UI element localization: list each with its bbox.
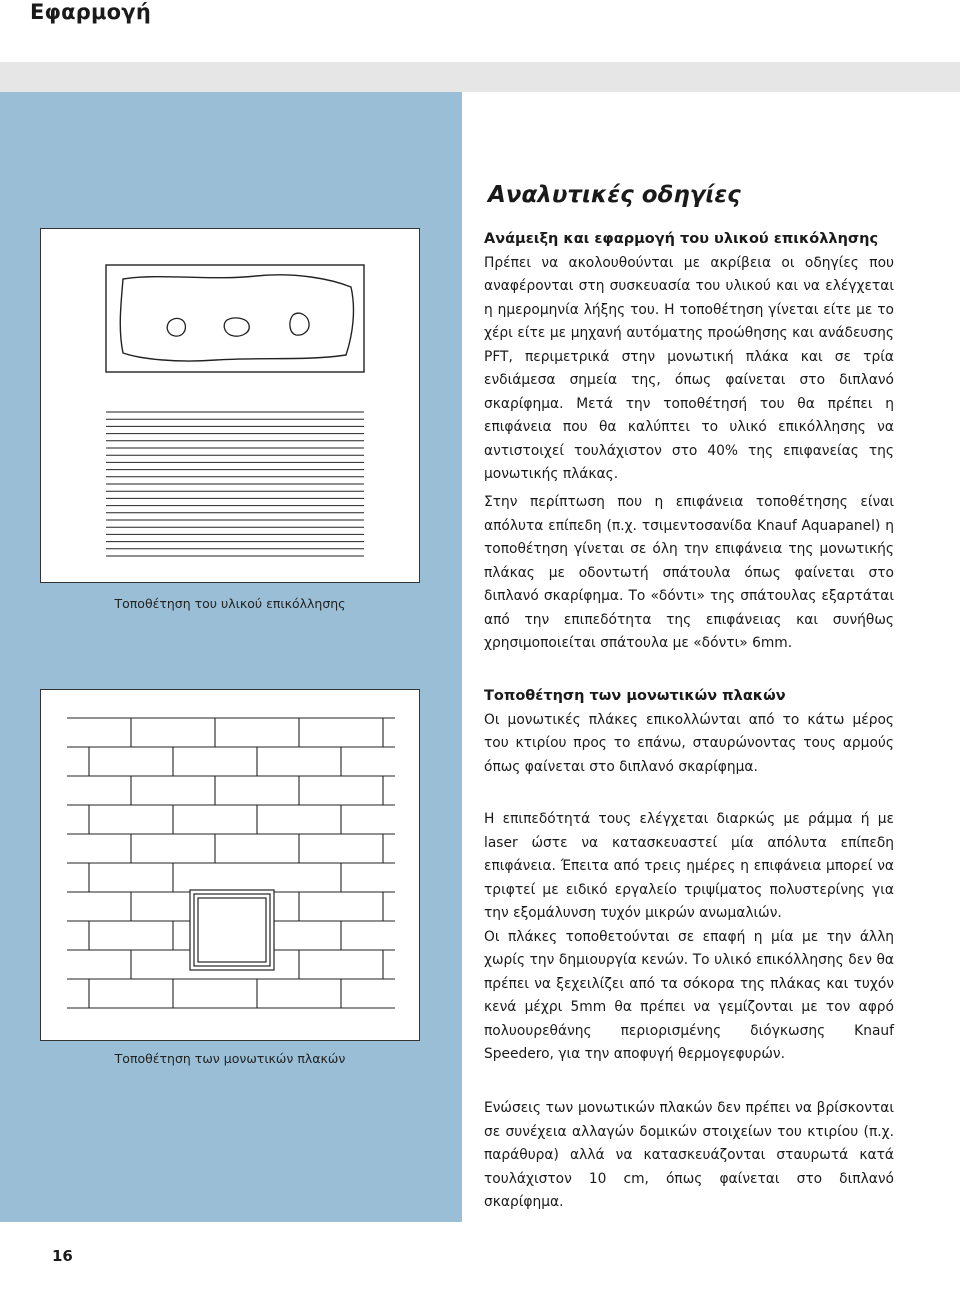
board-layout-figure (40, 689, 420, 1041)
adhesive-sketch (41, 229, 421, 584)
gaps-text: Οι πλάκες τοποθετούνται σε επαφή η μία με την άλλη χωρίς την δημιουργία κενών. Το υλικό επικόλλησης δεν θα πρέπει να ξεχειλίζει από τα σόκορα της πλάκας και τυχόν κενά μέχρι 5mm θα πρέπει να γεμίζονται με τον αφρό πολυουρεθάνης περιορισμένης διόγκωσης Knauf Speedero, για την αποφυγή θερμογεφυρών. (484, 928, 894, 1062)
header-title: Εφαρμογή (30, 0, 151, 24)
figure-2-caption: Τοποθέτηση των μονωτικών πλακών (114, 1051, 346, 1066)
page-number: 16 (52, 1247, 73, 1265)
adhesive-placement-figure (40, 228, 420, 583)
mixing-application-heading: Ανάμειξη και εφαρμογή του υλικού επικόλλησης (484, 231, 879, 247)
board-placement-heading: Τοποθέτηση των μονωτικών πλακών (484, 688, 786, 704)
window-opening (190, 890, 274, 970)
mixing-application-text: Πρέπει να ακολουθούνται με ακρίβεια οι οδηγίες που αναφέρονται στη συσκευασία του υλικού και να ελέγχεται η ημερομηνία λήξης του. Η τοποθέτηση γίνεται είτε με το χέρι είτε με μηχανή αυτόματης προώθησης και ανάδευσης PFT, περιμετρικά στην μονωτική πλάκα και σε τρία ενδιάμεσα σημεία της, όπως φαίνεται στο διπλανό σκαρίφημα. Μετά την τοποθέτησή του θα πρέπει η επιφάνεια που θα καλύπτει το υλικό επικόλλησης να αντιστοιχεί τουλάχιστον στο 40% της επιφανείας της μονωτικής πλάκας. (484, 254, 894, 482)
board-layout-sketch (41, 690, 421, 1042)
section-title: Αναλυτικές οδηγίες (488, 182, 741, 208)
adhesive-dab-1 (167, 318, 185, 336)
trowel-comb-lines (106, 412, 364, 556)
board-placement-text: Οι μονωτικές πλάκες επικολλώνται από το κάτω μέρος του κτιρίου προς το επάνω, σταυρώνοντας τους αρμούς όπως φαίνεται στο διπλανό σκαρίφημα. (484, 711, 894, 775)
flat-surface-text: Στην περίπτωση που η επιφάνεια τοποθέτησης είναι απόλυτα επίπεδη (π.χ. τσιμεντοσανίδα Knauf Aquapanel) η τοποθέτηση γίνεται σε όλη την επιφάνεια της μονωτικής πλάκας με οδοντωτή σπάτουλα όπως φαίνεται στο διπλανό σκαρίφημα. Το «δόντι» της σπάτουλας εξαρτάται από την επιπεδότητα της επιφάνειας και συνήθως χρησιμοποιείται σπάτουλα με «δόντι» 6mm. (484, 494, 894, 651)
header-band (0, 62, 960, 92)
flatness-section (484, 808, 894, 1067)
joints-section (484, 1097, 894, 1215)
flatness-text: Η επιπεδότητά τους ελέγχεται διαρκώς με ράμμα ή με laser ώστε να κατασκευαστεί μία απόλυτα επίπεδη επιφάνεια. Έπειτα από τρεις ημέρες η επιφάνεια μπορεί να τριφτεί με ειδικό εργαλείο τριψίματος πολυστερίνης για την εξομάλυνση τυχόν μικρών ανωμαλιών. (484, 811, 894, 921)
mixing-application-section (484, 228, 894, 487)
adhesive-dab-3 (290, 313, 309, 335)
board-placement-section (484, 685, 894, 779)
figure-1-caption: Τοποθέτηση του υλικού επικόλλησης (114, 596, 346, 611)
flat-surface-section (484, 491, 894, 656)
joints-text: Ενώσεις των μονωτικών πλακών δεν πρέπει να βρίσκονται σε συνέχεια αλλαγών δομικών στοιχείων του κτιρίου (π.χ. παράθυρα) αλλά να κατασκευάζονται σταυρωτά κατά τουλάχιστον 10 cm, όπως φαίνεται στο διπλανό σκαρίφημα. (484, 1100, 894, 1210)
adhesive-dab-2 (224, 318, 249, 336)
